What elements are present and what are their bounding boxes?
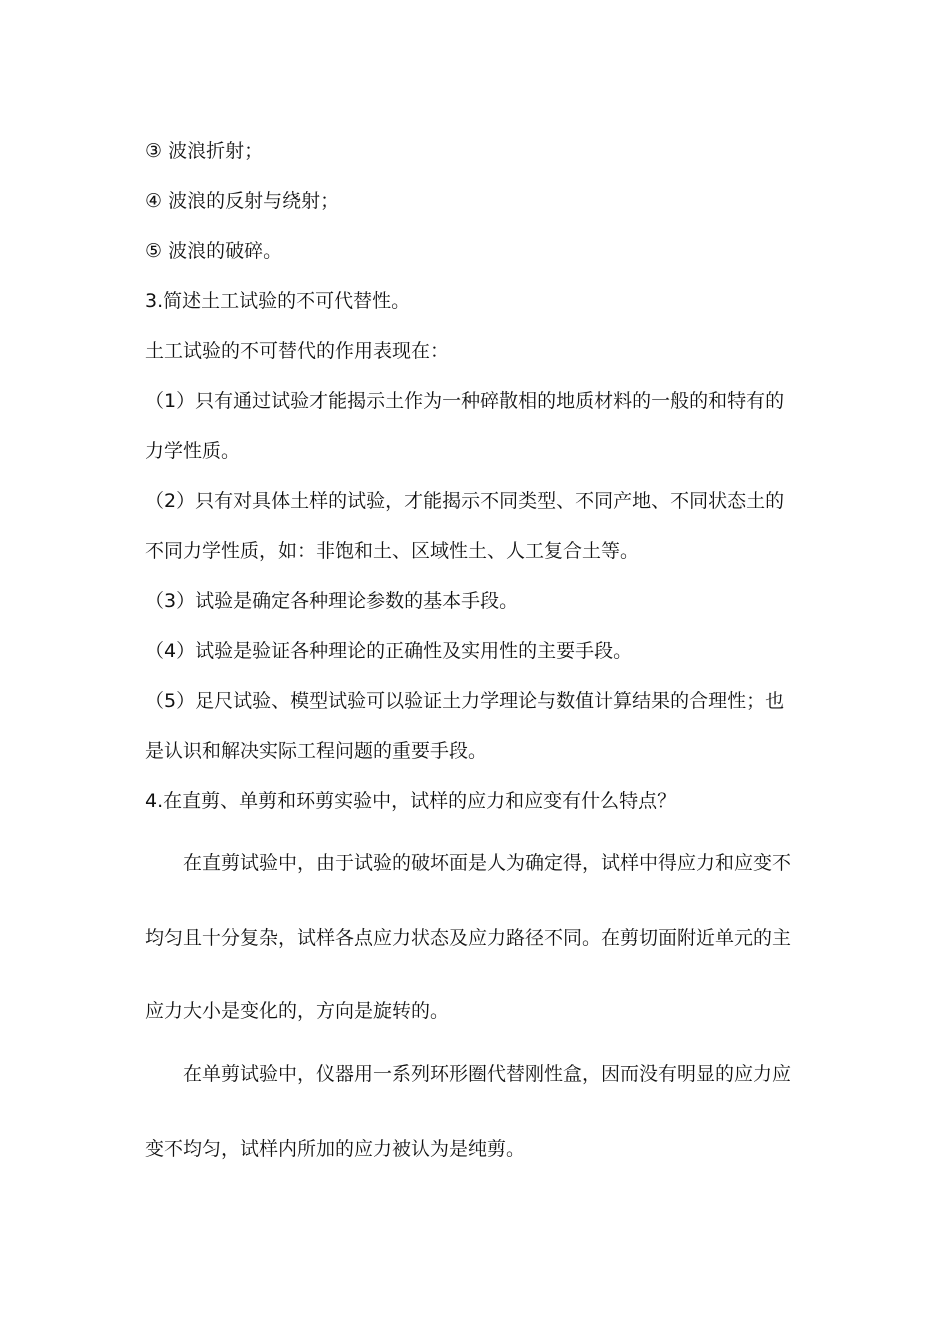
answer-4-direct-shear-line-1: 在直剪试验中，由于试验的破坏面是人为确定得，试样中得应力和应变不 [183,852,792,874]
answer-4-simple-shear-line-1: 在单剪试验中，仪器用一系列环形圈代替刚性盒，因而没有明显的应力应 [183,1063,792,1085]
answer-3-point-5-line-2: 是认识和解决实际工程问题的重要手段。 [145,740,488,762]
question-3-heading: 3.简述土工试验的不可代替性。 [145,290,411,312]
answer-3-intro: 土工试验的不可替代的作用表现在： [145,340,450,362]
answer-3-point-1-line-1: （1）只有通过试验才能揭示土作为一种碎散相的地质材料的一般的和特有的 [145,390,785,412]
answer-3-point-3: （3）试验是确定各种理论参数的基本手段。 [145,590,519,612]
answer-3-point-1-line-2: 力学性质。 [145,440,241,462]
answer-3-point-4: （4）试验是验证各种理论的正确性及实用性的主要手段。 [145,640,633,662]
list-item-wave-reflection: ④ 波浪的反射与绕射； [145,190,340,212]
question-4-heading: 4.在直剪、单剪和环剪实验中，试样的应力和应变有什么特点？ [145,790,677,812]
answer-3-point-2-line-2: 不同力学性质，如：非饱和土、区域性土、人工复合土等。 [145,540,640,562]
answer-3-point-5-line-1: （5）足尺试验、模型试验可以验证土力学理论与数值计算结果的合理性；也 [145,690,785,712]
answer-4-direct-shear-line-2: 均匀且十分复杂，试样各点应力状态及应力路径不同。在剪切面附近单元的主 [145,927,792,949]
list-item-wave-breaking: ⑤ 波浪的破碎。 [145,240,283,262]
answer-4-direct-shear-line-3: 应力大小是变化的，方向是旋转的。 [145,1000,450,1022]
list-item-wave-refraction: ③ 波浪折射； [145,140,264,162]
answer-4-simple-shear-line-2: 变不均匀，试样内所加的应力被认为是纯剪。 [145,1138,526,1160]
answer-3-point-2-line-1: （2）只有对具体土样的试验，才能揭示不同类型、不同产地、不同状态土的 [145,490,785,512]
